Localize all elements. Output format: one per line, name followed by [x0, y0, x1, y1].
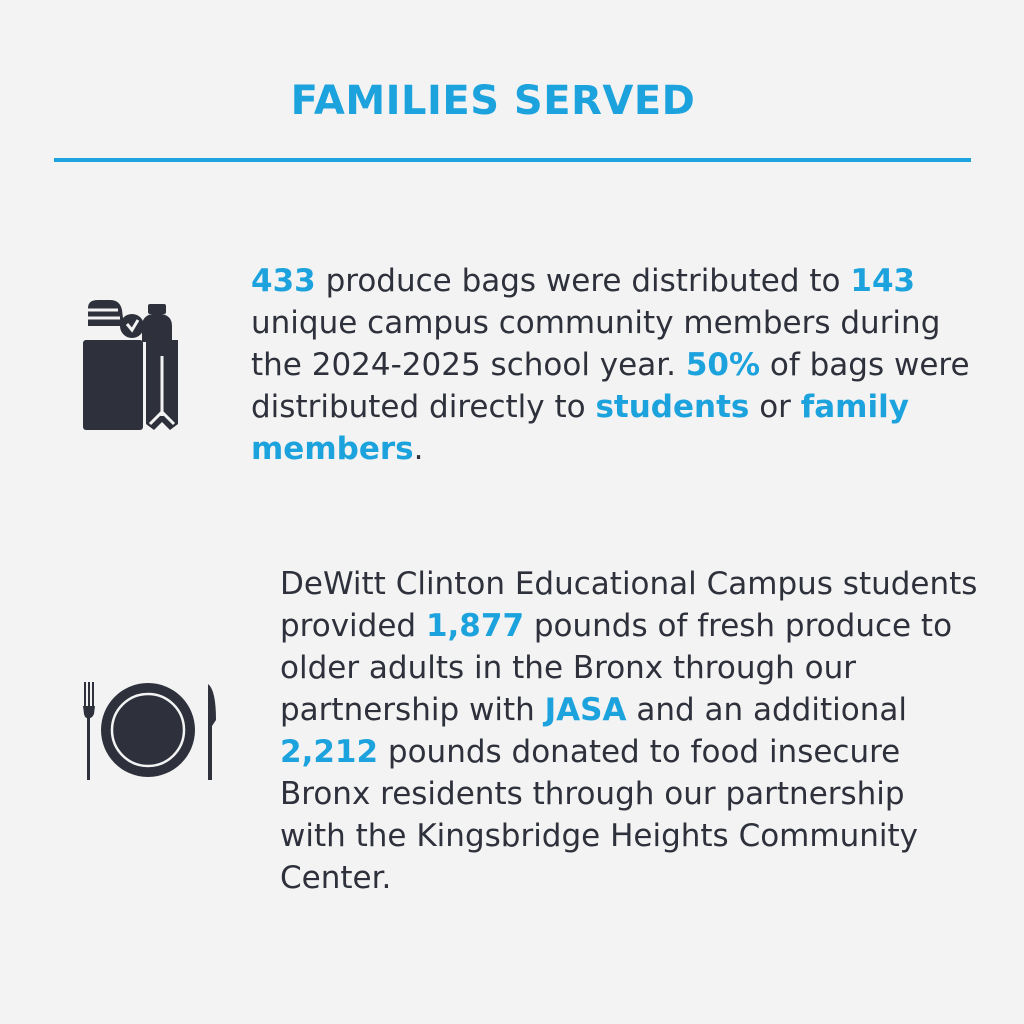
highlight-family-members: family members — [251, 389, 909, 467]
grocery-bag-icon — [80, 296, 182, 432]
stat-433: 433 — [251, 263, 316, 299]
bags-distributed-text: 433 produce bags were distributed to 143 unique campus community members during the 2024-2025 school year. 50% of bags were distributed directly to students or family members. — [251, 263, 970, 467]
highlight-jasa: JASA — [544, 692, 627, 728]
highlight-students: students — [595, 389, 750, 425]
plate-fork-knife-icon — [80, 680, 220, 782]
stat-2212: 2,212 — [280, 734, 379, 770]
page-title: FAMILIES SERVED — [290, 78, 696, 124]
stat-1877: 1,877 — [425, 608, 525, 644]
stat-143: 143 — [850, 263, 916, 299]
title-divider — [54, 158, 971, 162]
produce-donation-text: DeWitt Clinton Educational Campus students provided 1,877 pounds of fresh produce to older adults in the Bronx through our partnership with JASA and an additional 2,212 pounds donated to food insecure Bronx residents through our partnership with the Kingsbridge Heights Community Center. — [280, 566, 978, 896]
stat-50-percent: 50% — [685, 347, 761, 383]
